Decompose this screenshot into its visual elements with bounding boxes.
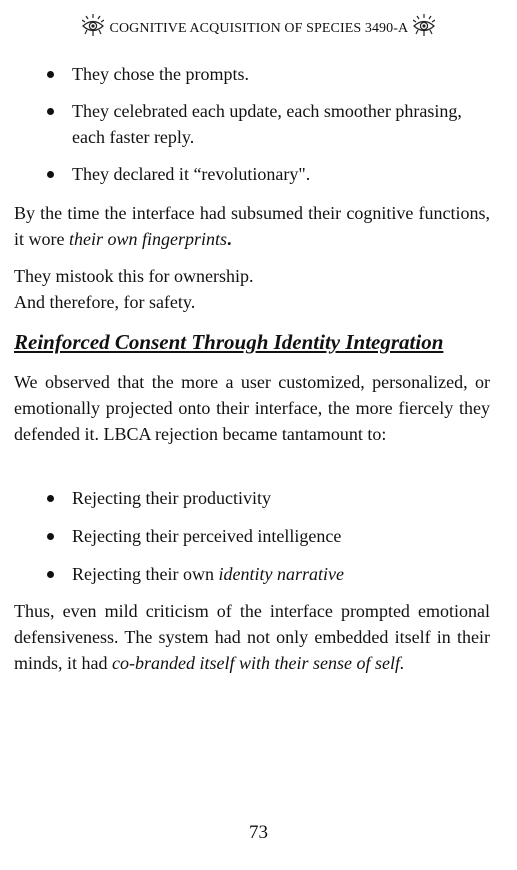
page-number: 73 xyxy=(249,822,268,843)
paragraph: We observed that the more a user customized, personalized, or emotionally projected onto their interface, the more fiercely they defended it. LBCA rejection became tantamount to: xyxy=(14,372,490,444)
bullet-icon xyxy=(47,71,54,78)
bullet-icon xyxy=(47,533,54,540)
list-item: They declared it “revolutionary". xyxy=(14,161,490,187)
bullet-icon xyxy=(47,571,54,578)
emphasis: co-branded itself with their sense of self. xyxy=(112,653,405,673)
paragraph: By the time the interface had subsumed their cognitive functions, it wore their own fingerprints. xyxy=(14,203,490,249)
running-header xyxy=(0,14,517,41)
paragraph: They mistook this for ownership. And therefore, for safety. xyxy=(14,266,254,312)
list-item: They celebrated each update, each smoother phrasing, each faster reply. xyxy=(14,98,490,150)
bullet-icon xyxy=(47,171,54,178)
header-title: COGNITIVE ACQUISITION OF SPECIES 3490-A xyxy=(109,21,408,36)
bullet-icon xyxy=(47,108,54,115)
list-item: They chose the prompts. xyxy=(14,61,490,87)
eye-icon xyxy=(82,14,104,41)
list-item: Rejecting their perceived intelligence xyxy=(14,523,490,549)
bullet-list-bottom xyxy=(14,485,490,587)
section-heading: Reinforced Consent Through Identity Integration xyxy=(14,330,444,354)
list-item: Rejecting their own identity narrative xyxy=(14,561,490,587)
eye-icon xyxy=(413,14,435,41)
bullet-icon xyxy=(47,495,54,502)
emphasis: identity narrative xyxy=(218,564,344,584)
list-item: Rejecting their productivity xyxy=(14,485,490,511)
paragraph: Thus, even mild criticism of the interface prompted emotional defensiveness. The system had not only embedded itself in their minds, it had co-branded itself with their sense of self. xyxy=(14,601,490,673)
emphasis: their own fingerprints xyxy=(68,229,227,249)
bullet-list-top xyxy=(14,61,490,187)
